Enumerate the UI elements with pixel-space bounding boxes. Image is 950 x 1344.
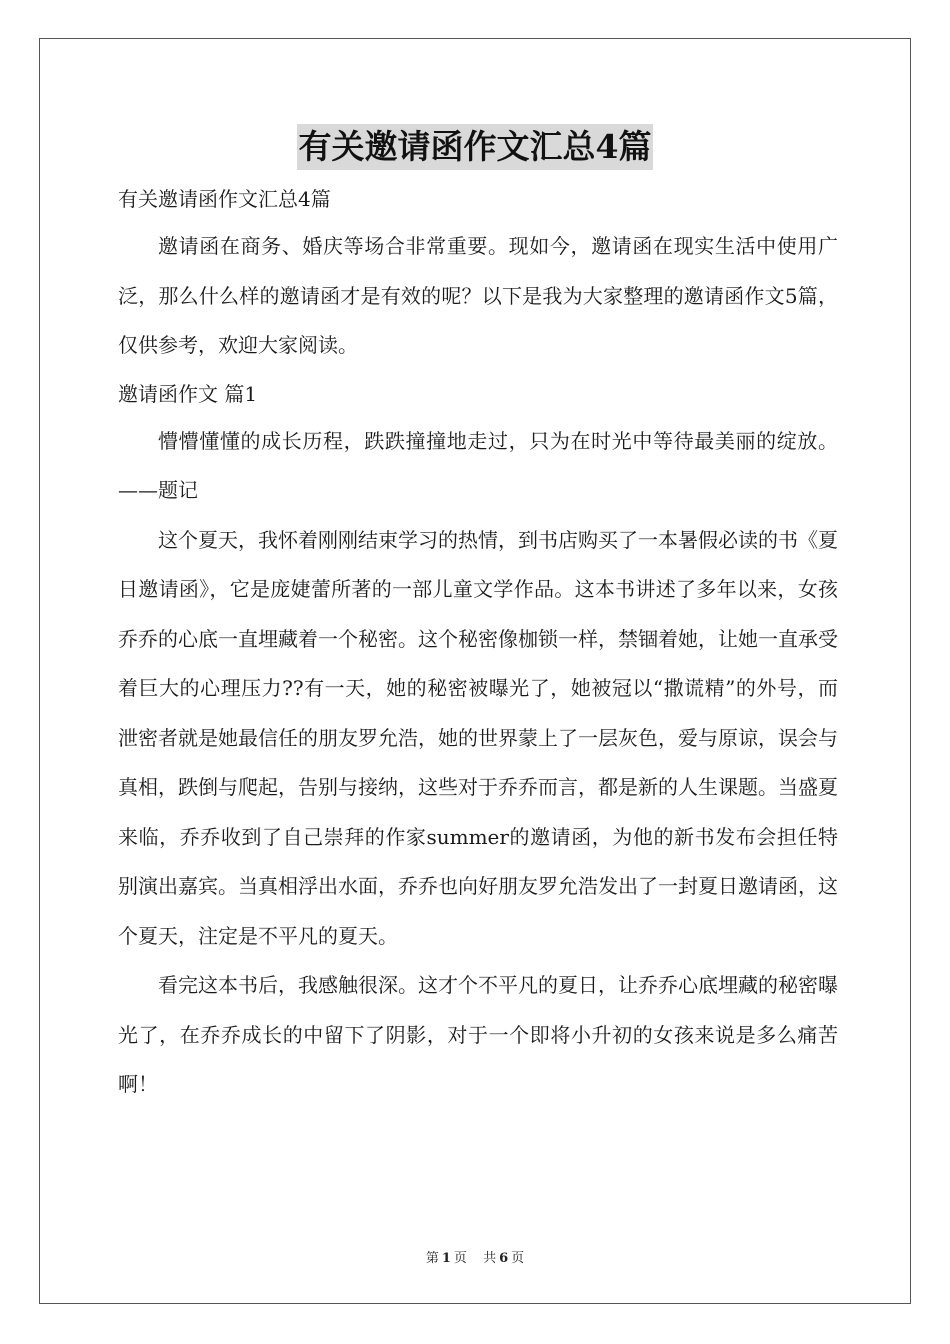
current-page-number: 1 <box>441 1251 451 1266</box>
body-paragraph: 这个夏天，我怀着刚刚结束学习的热情，到书店购买了一本暑假必读的书《夏日邀请函》，它是庞婕蕾所著的一部儿童文学作品。这本书讲述了多年以来，女孩乔乔的心底一直埋藏着一个秘密。这个秘密像枷锁一样，禁锢着她，让她一直承受着巨大的心理压力??有一天，她的秘密被曝光了，她被冠以“撒谎精”的外号，而泄密者就是她最信任的朋友罗允浩，她的世界蒙上了一层灰色，爱与原谅，误会与真相，跌倒与爬起，告别与接纳，这些对于乔乔而言，都是新的人生课题。当盛夏来临，乔乔收到了自己崇拜的作家summer的邀请函，为他的新书发布会担任特别演出嘉宾。当真相浮出水面，乔乔也向好朋友罗允浩发出了一封夏日邀请函，这个夏天，注定是不平凡的夏天。 <box>118 527 838 948</box>
document-body <box>118 176 838 1110</box>
page-indicator: 第 1 页 <box>425 1251 467 1266</box>
body-paragraph: 看完这本书后，我感触很深。这才个不平凡的夏日，让乔乔心底埋藏的秘密曝光了，在乔乔成长的中留下了阴影，对于一个即将小升初的女孩来说是多么痛苦啊！ <box>118 973 838 1096</box>
document-subtitle: 有关邀请函作文汇总4篇 <box>118 187 331 211</box>
body-paragraph: 懵懵懂懂的成长历程，跌跌撞撞地走过，只为在时光中等待最美丽的绽放。 ——题记 <box>118 428 838 502</box>
page-footer <box>0 1247 950 1266</box>
total-pages-number: 6 <box>499 1251 509 1266</box>
section-heading: 邀请函作文 篇1 <box>118 381 258 406</box>
intro-paragraph: 邀请函在商务、婚庆等场合非常重要。现如今，邀请函在现实生活中使用广泛，那么什么样的邀请函才是有效的呢？以下是我为大家整理的邀请函作文5篇，仅供参考，欢迎大家阅读。 <box>118 234 838 357</box>
total-pages-indicator: 共 6 页 <box>483 1251 525 1266</box>
title-container <box>0 124 950 170</box>
document-title: 有关邀请函作文汇总4篇 <box>297 124 654 170</box>
